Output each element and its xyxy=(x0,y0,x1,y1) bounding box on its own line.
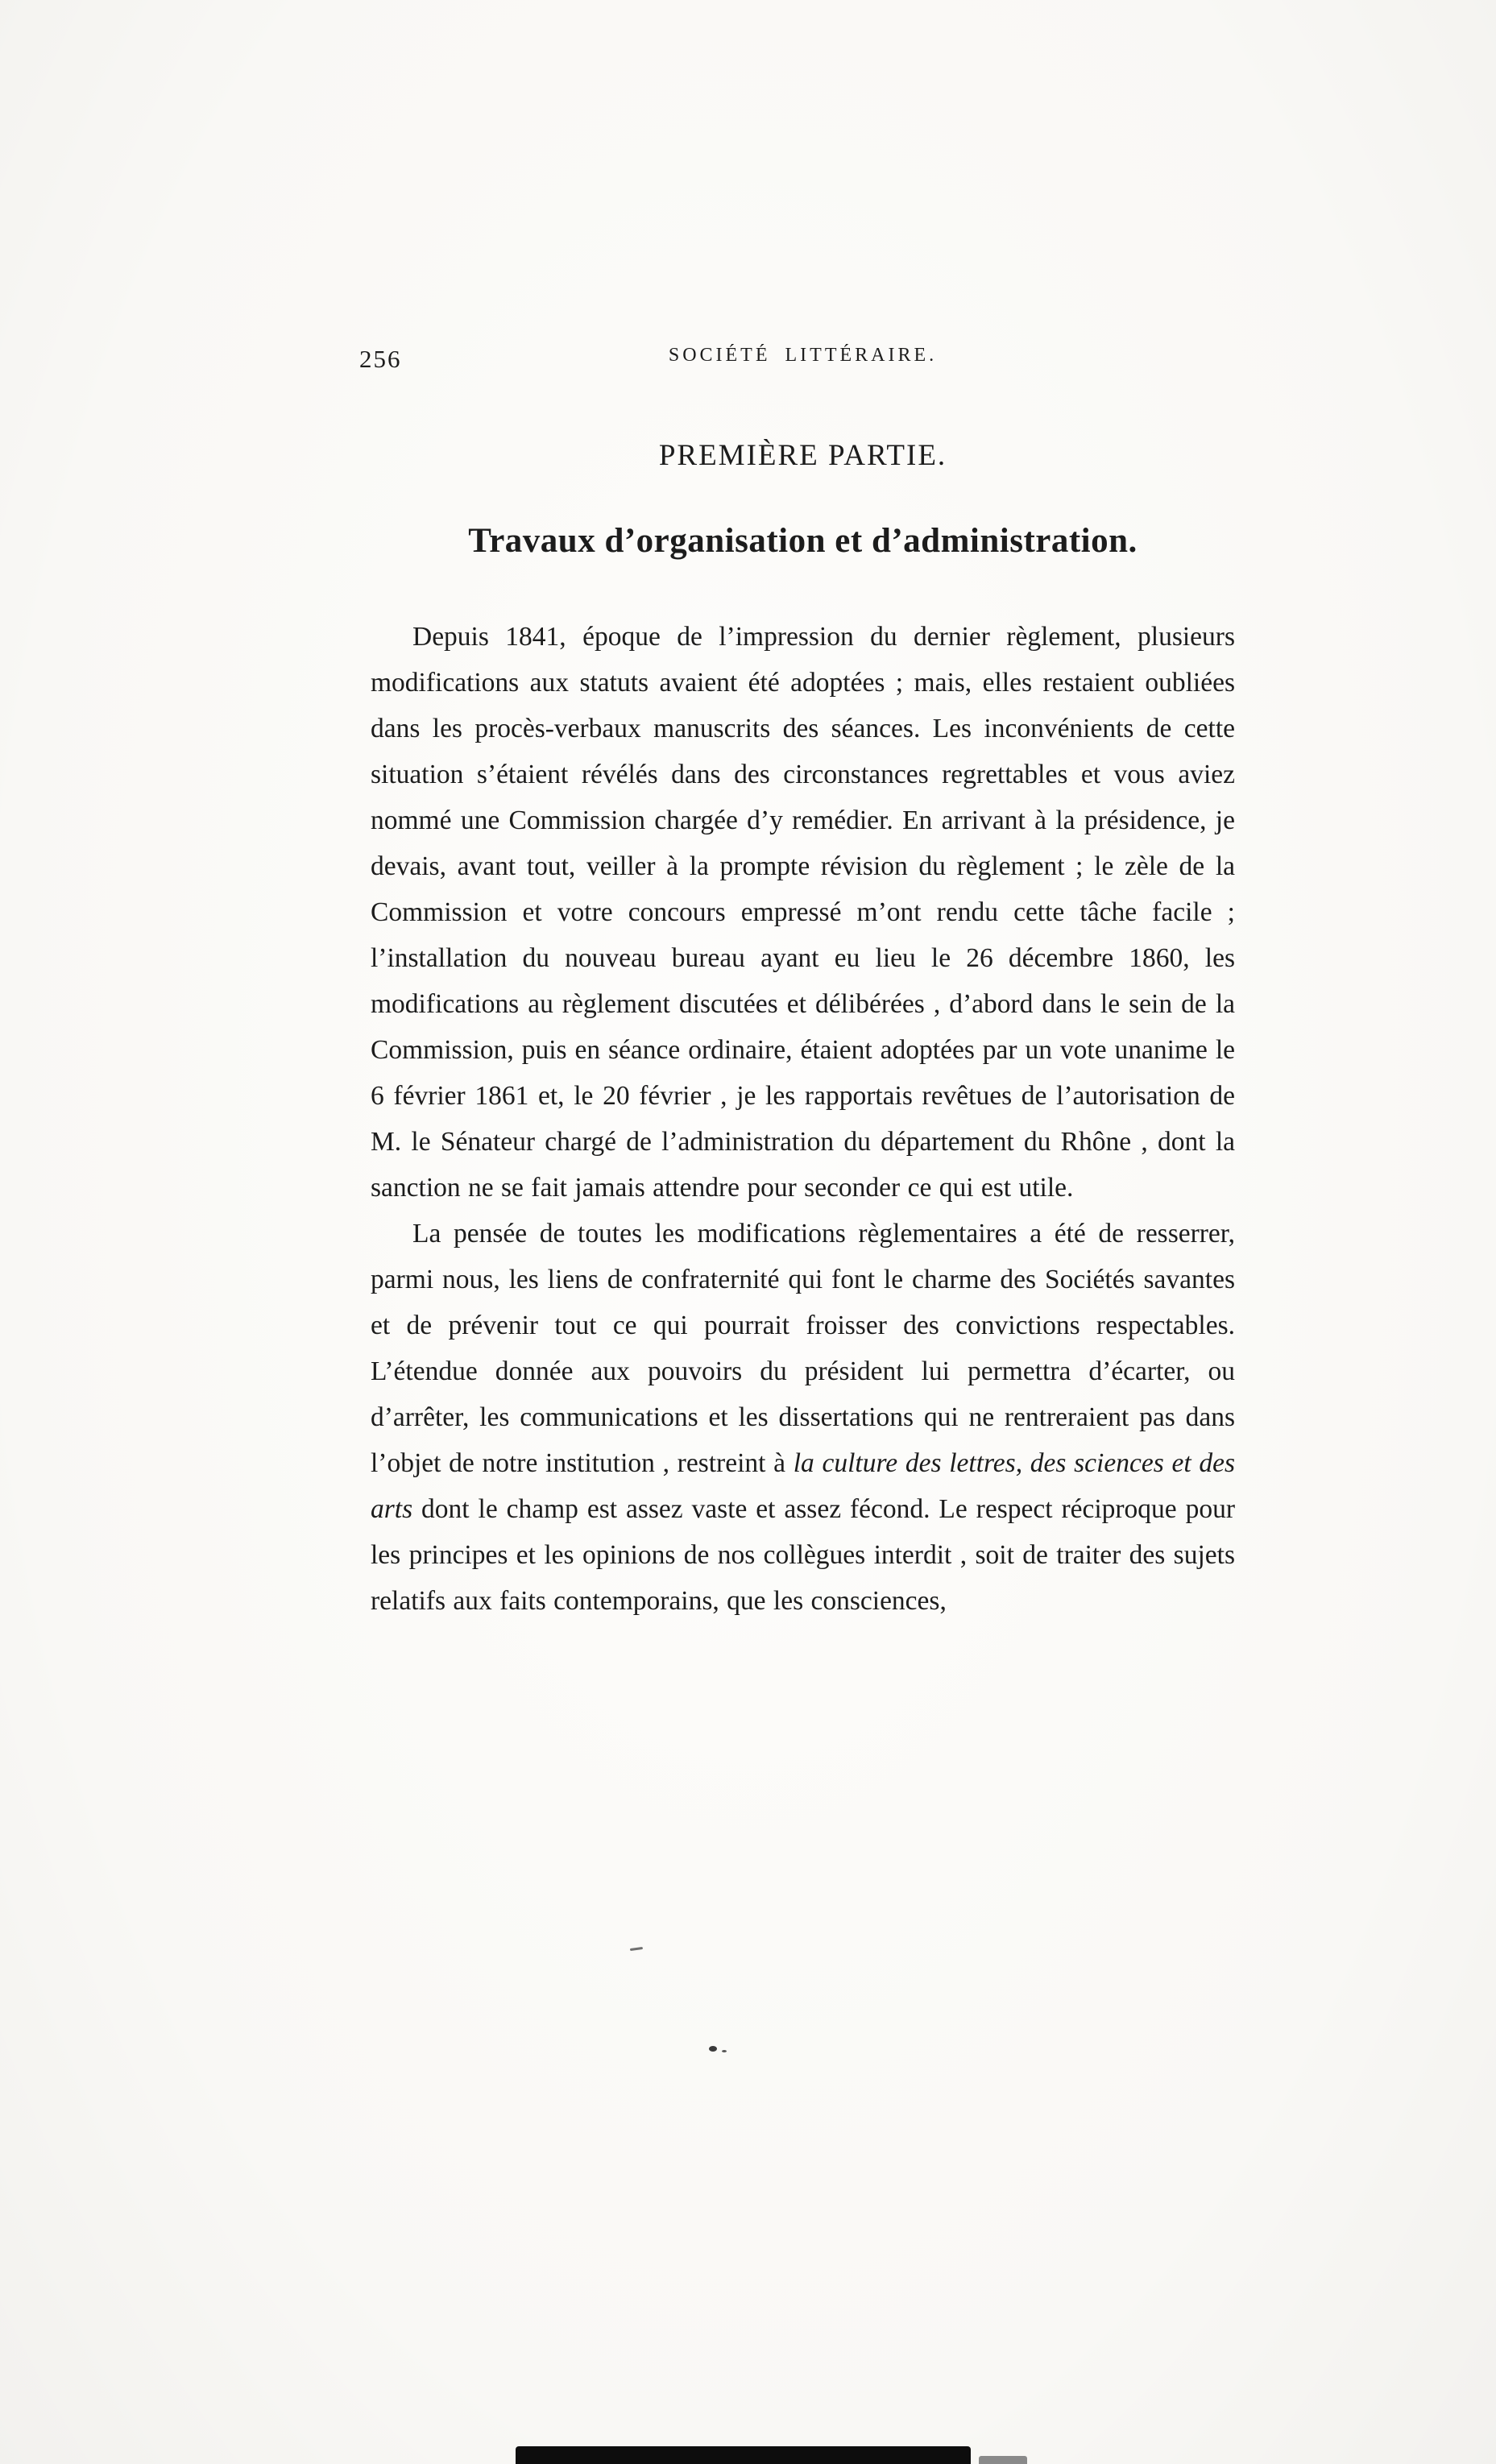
paragraph-2-italic-phrase: la culture des lettres, des sciences et des arts xyxy=(371,1448,1235,1524)
paragraph-2-lead: La pensée de toutes les modifications règlementaires a été de resserrer, parmi nous, les liens de confraternité qui font le charme des Sociétés savantes et de prévenir tout ce qui pourrait froisser des convictions respectables. L’étendue donnée aux pouvoirs du président lui permettra d’écarter, ou d’arrêter, les communications et les dissertations qui ne rentreraient pas dans l’objet de notre institution , restreint à xyxy=(371,1219,1235,1478)
paragraph-2 xyxy=(371,1211,1235,1624)
scan-artifact-bar xyxy=(516,2446,971,2464)
part-heading: PREMIÈRE PARTIE. xyxy=(658,439,947,472)
page-number: 256 xyxy=(359,345,402,373)
scan-speck xyxy=(709,2046,717,2052)
text-block xyxy=(359,0,1235,1624)
scan-artifact-smudge xyxy=(979,2456,1027,2464)
running-header xyxy=(359,345,1235,375)
body-text xyxy=(371,614,1235,1624)
paragraph-2-tail: dont le champ est assez vaste et assez fécond. Le respect réciproque pour les principes et les opinions de nos collègues interdit , soit de traiter des sujets relatifs aux faits contemporains, que les consciences, xyxy=(371,1494,1235,1616)
chapter-title: Travaux d’organisation et d’administration. xyxy=(468,522,1138,560)
scan-speck xyxy=(630,1947,643,1951)
running-title: SOCIÉTÉ LITTÉRAIRE. xyxy=(668,345,938,366)
paragraph-1: Depuis 1841, époque de l’impression du dernier règlement, plusieurs modifications aux statuts avaient été adoptées ; mais, elles restaient oubliées dans les procès-verbaux manuscrits des séances. Les inconvénients de cette situation s’étaient révélés dans des circonstances regrettables et vous aviez nommé une Commission chargée d’y remédier. En arrivant à la présidence, je devais, avant tout, veiller à la prompte révision du règlement ; le zèle de la Commission et votre concours empressé m’ont rendu cette tâche facile ; l’installation du nouveau bureau ayant eu lieu le 26 décembre 1860, les modifications au règlement discutées et délibérées , d’abord dans le sein de la Commission, puis en séance ordinaire, étaient adoptées par un vote unanime le 6 février 1861 et, le 20 février , je les rapportais revêtues de l’autorisation de M. le Sénateur chargé de l’administration du département du Rhône , dont la sanction ne se fait jamais attendre pour seconder ce qui est utile. xyxy=(371,622,1235,1203)
